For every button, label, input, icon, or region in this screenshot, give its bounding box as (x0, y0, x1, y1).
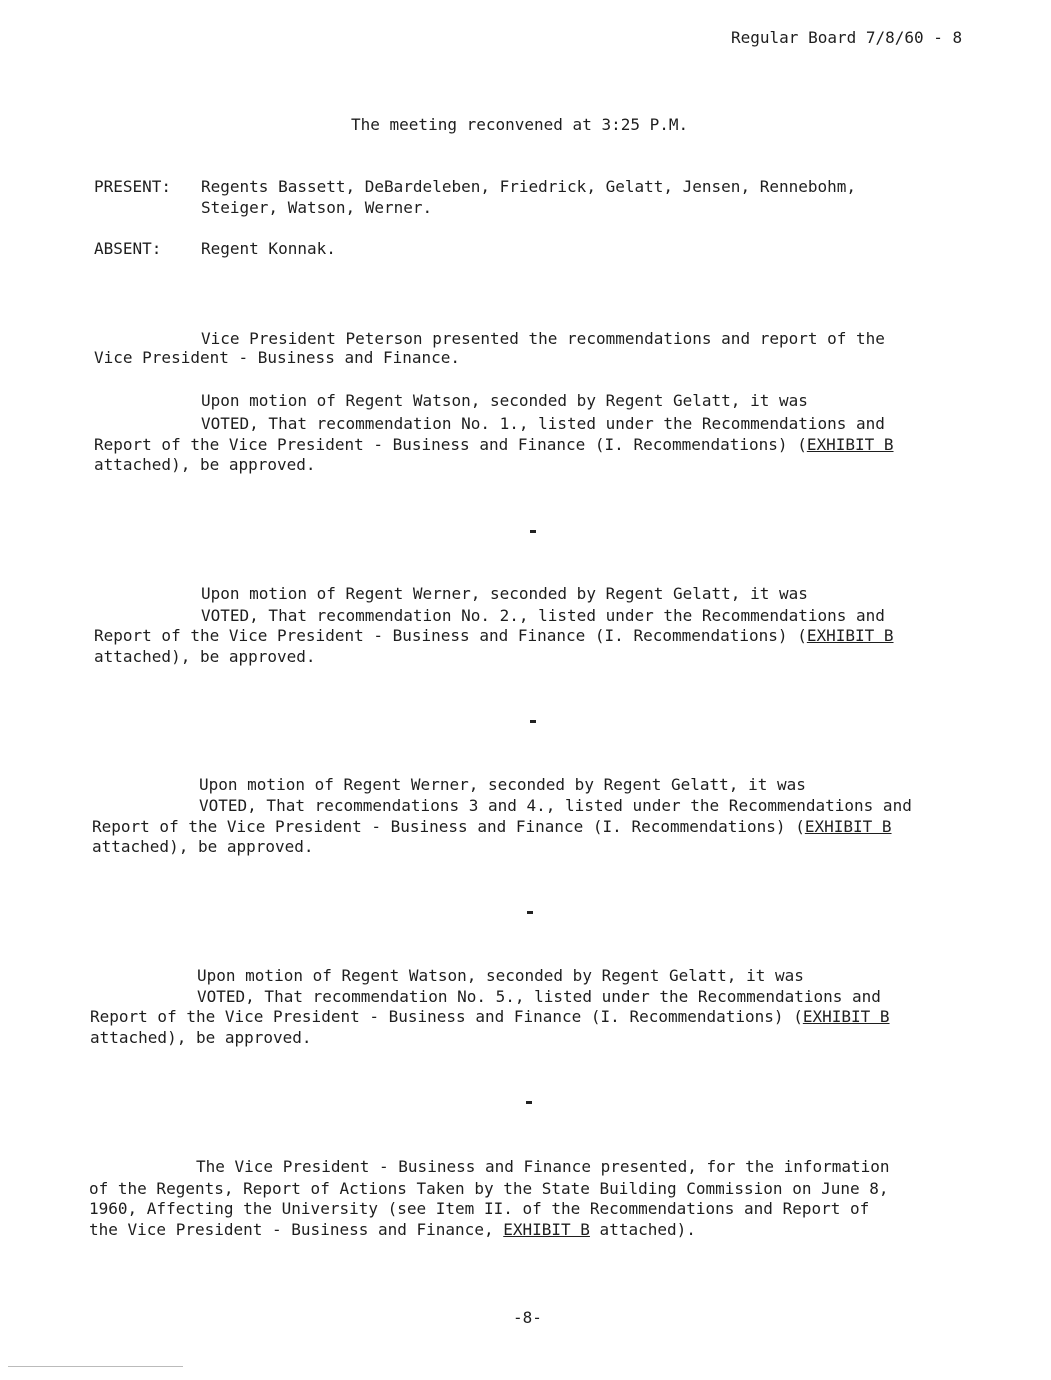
present-names-2: Steiger, Watson, Werner. (201, 198, 433, 217)
motion-3-separator (527, 911, 533, 914)
motion-1-line-3 (94, 435, 894, 455)
motion-3-line-1: Upon motion of Regent Werner, seconded by Regent Gelatt, it was (199, 775, 806, 794)
motion-4-separator (526, 1101, 532, 1104)
reconvene-line: The meeting reconvened at 3:25 P.M. (351, 115, 689, 134)
motion-3-line-4: attached), be approved. (92, 837, 314, 856)
motion-1-line-3-text: Report of the Vice President - Business and Finance (I. Recommendations) ( (94, 435, 807, 454)
motion-2-line-3-text: Report of the Vice President - Business and Finance (I. Recommendations) ( (94, 626, 807, 645)
page-number: -8- (513, 1308, 542, 1327)
closing-line-1: The Vice President - Business and Finance presented, for the information (196, 1157, 890, 1176)
motion-4-line-1: Upon motion of Regent Watson, seconded by Regent Gelatt, it was (197, 966, 804, 985)
motion-4-line-2: VOTED, That recommendation No. 5., listed under the Recommendations and (197, 987, 881, 1006)
closing-exhibit: EXHIBIT B (503, 1220, 590, 1239)
motion-2-line-4: attached), be approved. (94, 647, 316, 666)
closing-line-4-post: attached). (589, 1220, 696, 1239)
motion-2-separator (530, 720, 536, 723)
motion-1-exhibit: EXHIBIT B (806, 435, 894, 454)
intro-line-1: Vice President Peterson presented the recommendations and report of the (201, 329, 885, 348)
motion-1-separator (530, 530, 536, 533)
absent-label: ABSENT: (94, 239, 162, 258)
motion-1-line-2: VOTED, That recommendation No. 1., listed under the Recommendations and (201, 414, 885, 433)
motion-2-line-3 (94, 626, 894, 646)
motion-2-exhibit: EXHIBIT B (806, 626, 894, 645)
closing-line-2: of the Regents, Report of Actions Taken by the State Building Commission on June 8, (89, 1179, 889, 1198)
running-head: Regular Board 7/8/60 - 8 (731, 28, 963, 47)
motion-1-line-1: Upon motion of Regent Watson, seconded by Regent Gelatt, it was (201, 391, 808, 410)
closing-line-4-pre: the Vice President - Business and Finance, (89, 1220, 504, 1239)
motion-3-line-3-text: Report of the Vice President - Business and Finance (I. Recommendations) ( (92, 817, 805, 836)
motion-3-exhibit: EXHIBIT B (804, 817, 892, 836)
motion-4-line-3-text: Report of the Vice President - Business and Finance (I. Recommendations) ( (90, 1007, 803, 1026)
motion-4-line-4: attached), be approved. (90, 1028, 312, 1047)
present-names-1: Regents Bassett, DeBardeleben, Friedrick, Gelatt, Jensen, Rennebohm, (201, 177, 857, 196)
closing-line-4 (89, 1220, 696, 1240)
motion-1-line-4: attached), be approved. (94, 455, 316, 474)
motion-4-line-3 (90, 1007, 890, 1027)
motion-3-line-3 (92, 817, 892, 837)
motion-2-line-2: VOTED, That recommendation No. 2., listed under the Recommendations and (201, 606, 885, 625)
absent-names: Regent Konnak. (201, 239, 336, 258)
closing-line-3: 1960, Affecting the University (see Item II. of the Recommendations and Report of (89, 1199, 870, 1218)
present-label: PRESENT: (94, 177, 172, 196)
motion-3-line-2: VOTED, That recommendations 3 and 4., listed under the Recommendations and (199, 796, 912, 815)
intro-line-2: Vice President - Business and Finance. (94, 348, 461, 367)
motion-4-exhibit: EXHIBIT B (802, 1007, 890, 1026)
footer-rule (8, 1366, 183, 1367)
motion-2-line-1: Upon motion of Regent Werner, seconded by Regent Gelatt, it was (201, 584, 808, 603)
